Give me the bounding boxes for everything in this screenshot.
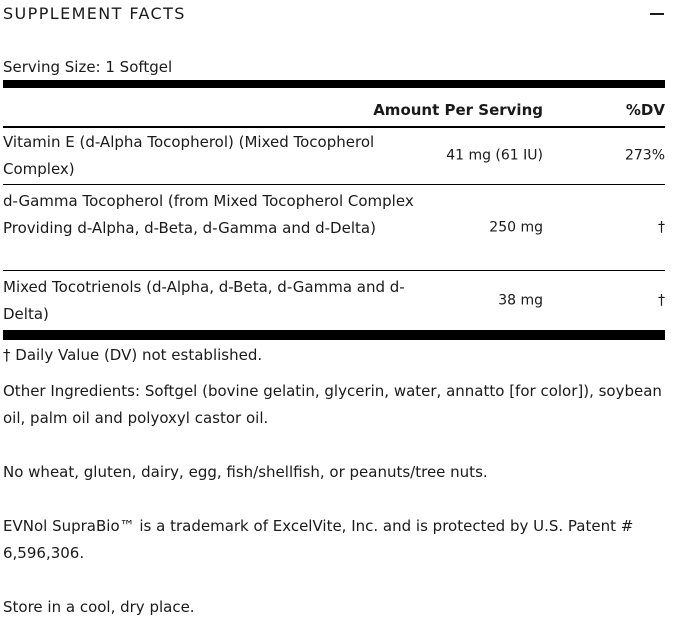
table-top-bar [3,80,665,88]
table-bottom-bar [3,331,665,340]
dv-footnote: † Daily Value (DV) not established. [3,346,263,364]
table-row [3,185,665,271]
nutrient-amount: 38 mg [498,292,543,308]
nutrient-name: Vitamin E (d-Alpha Tocopherol) (Mixed Tocopherol Complex) [3,133,375,178]
nutrient-dv: † [658,292,665,308]
serving-size: Serving Size: 1 Softgel [3,58,173,76]
minus-icon[interactable] [650,13,664,15]
storage-instructions: Store in a cool, dry place. [3,598,195,616]
table-header [3,88,665,128]
table-row [3,271,665,331]
supplement-facts-header[interactable] [3,0,667,28]
nutrient-name: d-Gamma Tocopherol (from Mixed Tocopherol Complex Providing d-Alpha, d-Beta, d-Gamma and d-Delta) [3,192,414,237]
nutrient-dv: 273% [624,147,665,164]
allergen-statement: No wheat, gluten, dairy, egg, fish/shellfish, or peanuts/tree nuts. [3,463,488,481]
column-header-dv: %DV [625,101,665,119]
nutrient-amount: 41 mg (61 IU) [446,147,543,164]
label-notes [3,342,667,621]
nutrient-amount: 250 mg [489,219,543,235]
table-row [3,128,665,185]
nutrient-name: Mixed Tocotrienols (d-Alpha, d-Beta, d-Gamma and d-Delta) [3,278,405,323]
nutrient-dv: † [658,219,665,235]
column-header-amount: Amount Per Serving [373,101,543,119]
supplement-facts-table [3,80,665,340]
other-ingredients: Other Ingredients: Softgel (bovine gelatin, glycerin, water, annatto [for color]), soybean oil, palm oil and polyoxyl castor oil. [3,382,662,427]
trademark-statement: EVNol SupraBio™ is a trademark of ExcelVite, Inc. and is protected by U.S. Patent # 6,596,306. [3,517,634,562]
section-title: SUPPLEMENT FACTS [3,4,186,23]
